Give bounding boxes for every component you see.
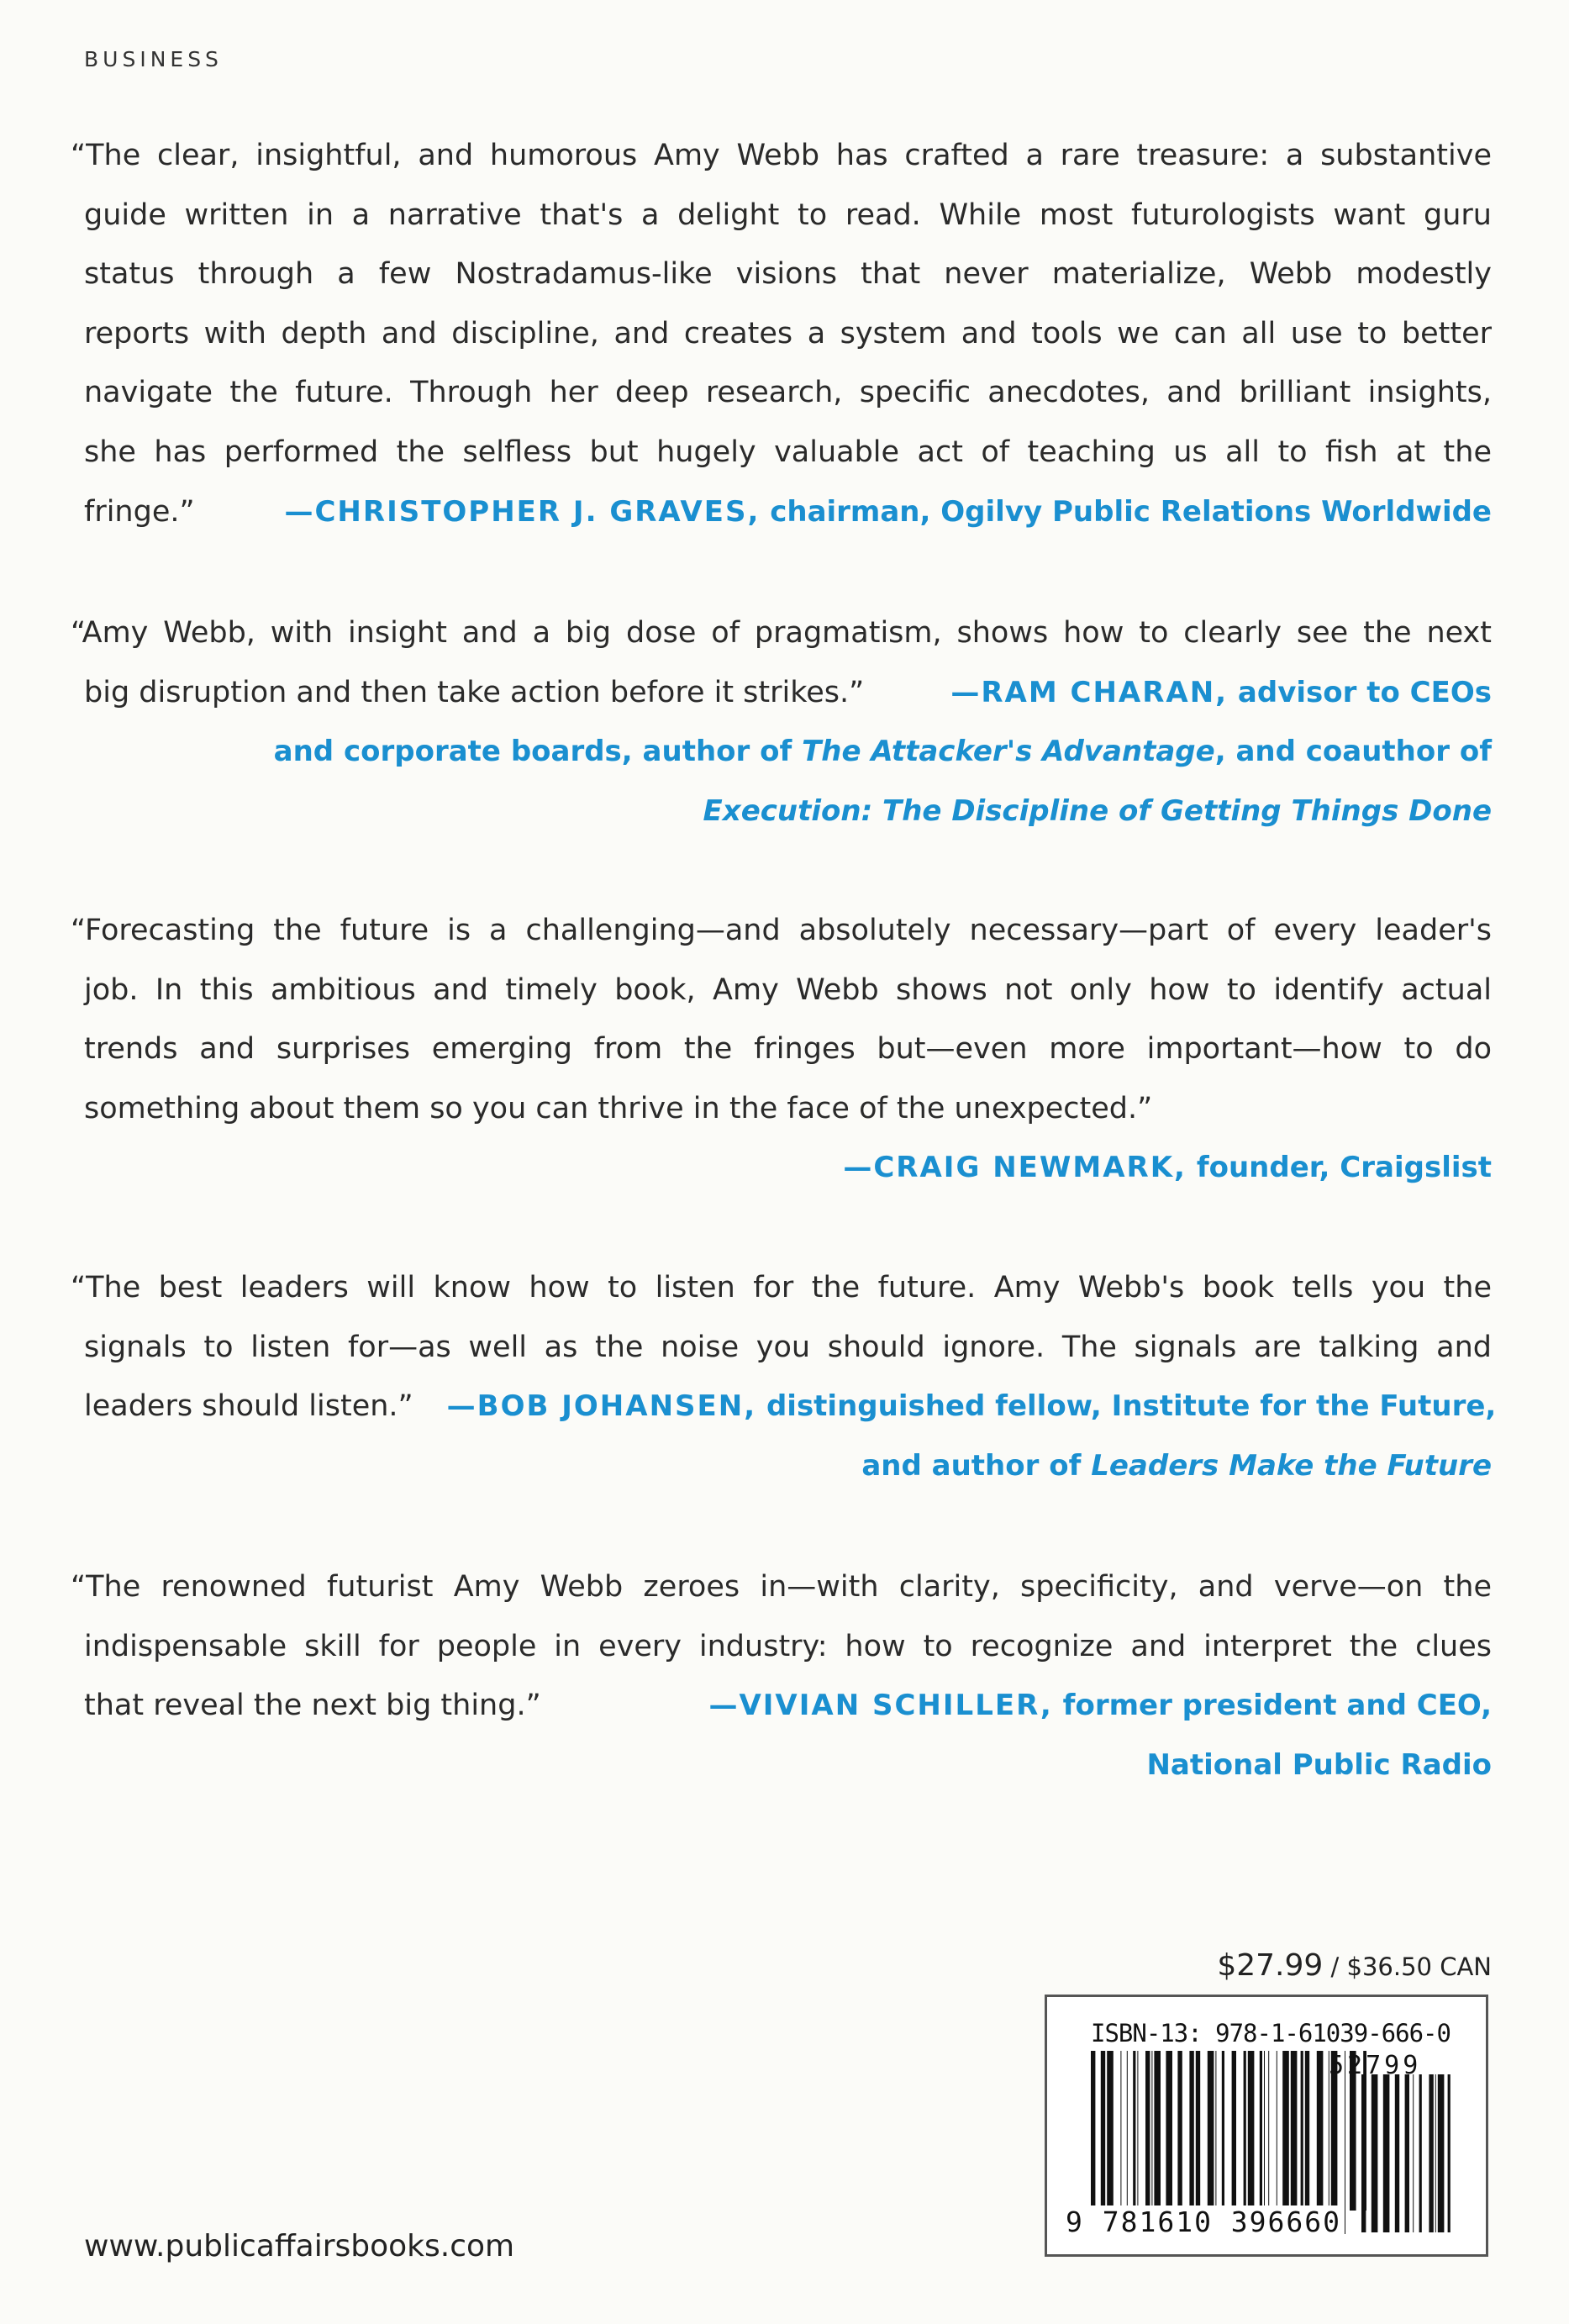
book-title: The Attacker's Advantage [802,735,1215,769]
quote-text: “The best leaders will know how to listen for the future. Amy Webb's book tells you the [71,1271,1492,1304]
blurb-line [84,1676,1492,1736]
blurb-line [71,126,1492,186]
attribution-text: National Public Radio [1146,1747,1492,1782]
quote-text: leaders should listen.” [84,1389,413,1424]
attribution [708,1676,1492,1736]
price-can: $36.50 CAN [1346,1952,1492,1981]
attribution [274,722,1492,782]
attribution-name: —CHRISTOPHER J. GRAVES, [284,494,761,529]
price-addon-code: 52799 [1329,2051,1422,2080]
blurb-line [84,782,1492,841]
publisher-website[interactable]: www.publicaffairsbooks.com [84,2229,515,2263]
attribution-name: —VIVIAN SCHILLER, [708,1689,1053,1723]
blurb-line [84,1020,1492,1079]
quote-text: “Forecasting the future is a challenging—and absolutely necessary—part of every leader's [71,914,1492,947]
quote-text: guide written in a narrative that's a delight to read. While most futurologists want guru [84,198,1492,232]
barcode-bar [1372,2074,1378,2232]
blurb-line [71,603,1492,663]
blurb-line [84,1736,1492,1795]
blurb-line [84,663,1492,723]
attribution-text: founder, Craigslist [1186,1151,1492,1185]
attribution [861,1436,1492,1496]
price-separator: / [1323,1952,1347,1981]
attribution-text: and author of [861,1448,1092,1483]
blurb-line [71,1557,1492,1617]
blurb-line [84,482,1492,542]
attribution-text: distinguished fellow, Institute for the Future, [756,1389,1497,1424]
quote-text: reports with depth and discipline, and creates a system and tools we can all use to better [84,316,1492,350]
quote-text: that reveal the next big thing.” [84,1689,541,1723]
quote-text: status through a few Nostradamus-like visions that never materialize, Webb modestly [84,257,1492,292]
quote-text: job. In this ambitious and timely book, Amy Webb shows not only how to identify actual [84,972,1492,1007]
blurb-line [84,363,1492,423]
barcode-bar [1413,2074,1414,2232]
quote-text: something about them so you can thrive in the face of the unexpected.” [84,1091,1153,1125]
barcode-bar [1419,2074,1422,2232]
quote-text: fringe.” [84,494,195,529]
attribution-text: advisor to CEOs [1228,675,1492,709]
barcode-bar [1395,2074,1399,2232]
quote-text: “The renowned futurist Amy Webb zeroes in—with clarity, specificity, and verve—on the [71,1570,1492,1604]
price [1217,1948,1492,1983]
blurb-line [84,1079,1492,1139]
quote-text: big disruption and then take action before it strikes.” [84,675,865,709]
quote-text: navigate the future. Through her deep research, specific anecdotes, and brilliant insights, [84,376,1492,410]
attribution [1146,1736,1492,1795]
quote-text: “Amy Webb, with insight and a big dose of pragmatism, shows how to clearly see the next [71,616,1492,650]
barcode-bar [1361,2074,1366,2232]
isbn-barcode [1045,1995,1488,2257]
quote-text: “The clear, insightful, and humorous Amy Webb has crafted a rare treasure: a substantive [71,139,1492,172]
attribution-name: —CRAIG NEWMARK, [843,1151,1187,1185]
blurb-line [71,1258,1492,1318]
isbn-label: ISBN-13: 978-1-61039-666-0 [1091,2019,1451,2047]
quote-text: indispensable skill for people in every industry: how to recognize and interpret the clues [84,1629,1492,1663]
book-title: Leaders Make the Future [1091,1448,1492,1483]
attribution [843,1138,1492,1198]
blurb-line [84,1377,1497,1436]
blurb-line [84,304,1492,364]
attribution-text: chairman, Ogilvy Public Relations Worldwide [760,494,1492,529]
barcode-bar [1429,2074,1433,2232]
category-label: BUSINESS [84,47,223,71]
attribution [703,782,1492,841]
book-title: Execution: The Discipline of Getting Things Done [703,793,1492,828]
attribution [950,663,1492,723]
attribution-text: former president and CEO, [1052,1689,1492,1723]
barcode-bar [1383,2074,1390,2232]
attribution [284,482,1492,542]
quote-text: signals to listen for—as well as the noise you should ignore. The signals are talking and [84,1330,1492,1364]
blurb-line [84,245,1492,304]
blurb-line [84,1617,1492,1677]
attribution [447,1377,1497,1436]
barcode-bar [1435,2074,1436,2232]
blurb-line [84,961,1492,1020]
attribution-name: —RAM CHARAN, [950,675,1229,709]
blurb-line [84,423,1492,482]
blurb-line [84,186,1492,245]
attribution-text: and corporate boards, author of [273,735,803,769]
price-us: $27.99 [1217,1948,1324,1983]
blurb-line [84,722,1492,782]
barcode-bar [1405,2074,1409,2232]
quote-text: she has performed the selfless but hugely valuable act of teaching us all to fish at the [84,435,1492,469]
barcode-bar [1448,2074,1451,2232]
attribution-text: , and coauthor of [1214,735,1492,769]
blurb [71,901,1492,1198]
ean-number: 9 781610 396660 [1066,2205,1345,2238]
blurb [71,603,1492,841]
blurb [71,1258,1497,1495]
attribution-name: —BOB JOHANSEN, [446,1389,757,1424]
barcode-bar [1438,2074,1445,2232]
blurb [71,126,1492,541]
blurb-line [71,901,1492,961]
blurb-line [84,1318,1492,1378]
blurb-line [84,1436,1492,1496]
blurb [71,1557,1492,1794]
blurb-line [84,1138,1492,1198]
quote-text: trends and surprises emerging from the fringes but—even more important—how to do [84,1032,1492,1067]
